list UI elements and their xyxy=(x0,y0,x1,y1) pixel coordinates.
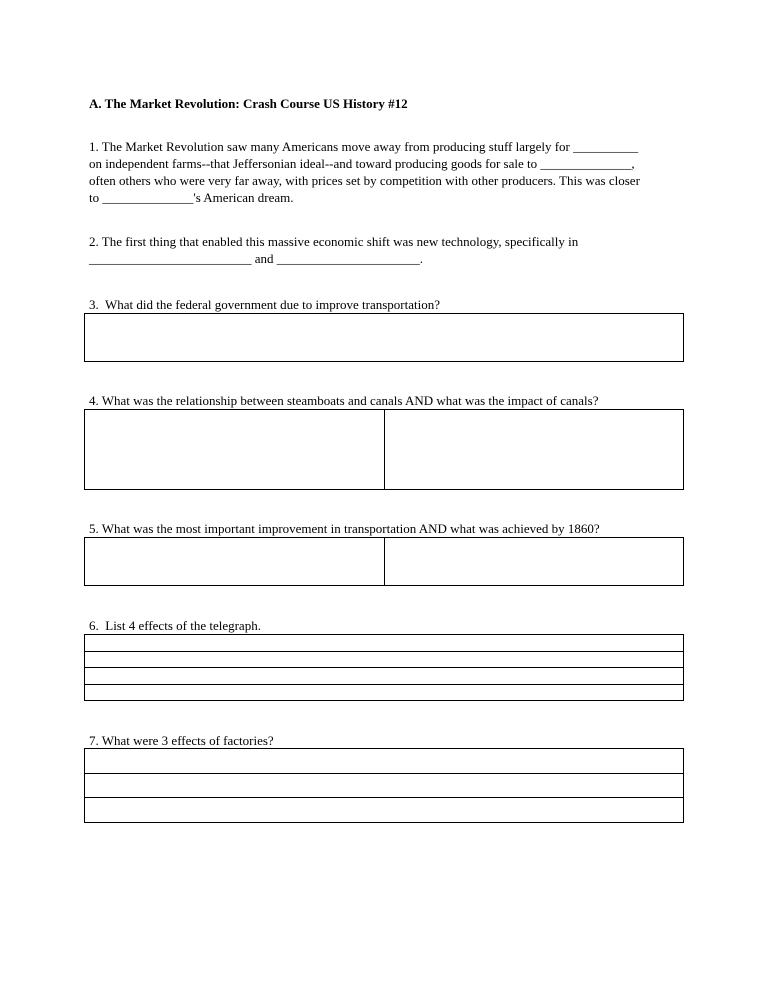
worksheet-title: A. The Market Revolution: Crash Course US History #12 xyxy=(89,96,408,111)
question-7-answer-table xyxy=(84,748,684,823)
question-6: 6. List 4 effects of the telegraph. xyxy=(89,618,261,633)
question-6-answer-row-1[interactable] xyxy=(85,635,683,651)
question-4: 4. What was the relationship between steamboats and canals AND what was the impact of canals? xyxy=(89,393,599,408)
question-4-answer-table xyxy=(84,409,684,490)
question-6-answer-row-4[interactable] xyxy=(85,684,683,701)
question-2-line-1: 2. The first thing that enabled this massive economic shift was new technology, specifically in xyxy=(89,234,579,249)
question-4-answer-left[interactable] xyxy=(85,410,384,489)
question-4-answer-right[interactable] xyxy=(384,410,684,489)
question-1-line-3: often others who were very far away, with prices set by competition with other producers. This was closer xyxy=(89,172,640,188)
question-7: 7. What were 3 effects of factories? xyxy=(89,733,274,748)
question-1 xyxy=(89,139,640,207)
question-2-line-2: _________________________ and ______________________. xyxy=(89,250,424,266)
question-5-answer-left[interactable] xyxy=(85,538,384,585)
question-6-answer-row-3[interactable] xyxy=(85,667,683,684)
question-1-line-4: to ______________'s American dream. xyxy=(89,189,294,205)
question-7-answer-row-1[interactable] xyxy=(85,749,683,773)
question-7-answer-row-2[interactable] xyxy=(85,773,683,798)
question-6-answer-table xyxy=(84,634,684,701)
question-6-answer-row-2[interactable] xyxy=(85,651,683,668)
question-5-answer-table xyxy=(84,537,684,586)
question-1-line-2: on independent farms--that Jeffersonian ideal--and toward producing goods for sale to ______________, xyxy=(89,155,635,171)
question-7-answer-row-3[interactable] xyxy=(85,797,683,822)
question-3: 3. What did the federal government due to improve transportation? xyxy=(89,297,441,312)
question-5-answer-right[interactable] xyxy=(384,538,684,585)
question-2 xyxy=(89,234,578,268)
question-1-line-1: 1. The Market Revolution saw many Americans move away from producing stuff largely for __________ xyxy=(89,139,639,154)
question-5: 5. What was the most important improvement in transportation AND what was achieved by 1860? xyxy=(89,521,600,536)
question-3-answer-box[interactable] xyxy=(84,313,684,362)
